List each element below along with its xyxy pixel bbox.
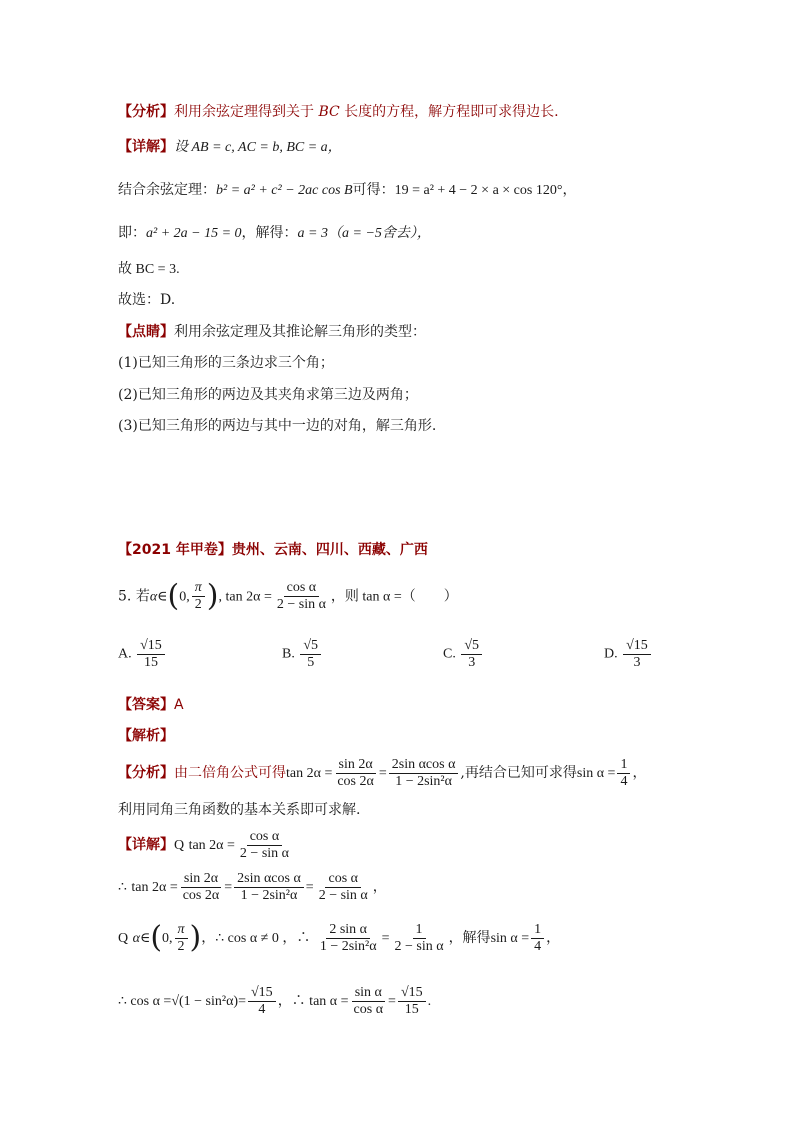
review-point-1: (1)已知三角形的三条边求三个角；	[118, 355, 334, 371]
option-a[interactable]: A. $\frac{√15}{15}$	[118, 638, 167, 671]
review-point-2: (2)已知三角形的两边及其夹角求第三边及两角；	[118, 387, 418, 403]
detail-step-3: Q α∈(0, $\frac{\pi}{2}$ )，∴ cos α ≠ 0 ，∴ $\frac{\text{2 sin α}}{\text{1 − 2sin²α}}$ = $\frac{1}{\text{2 − sin α}}$ ，解得sin α = $\frac{1}{4}$ ，	[118, 920, 561, 955]
detail-step-4: ∴ cos α =√(1 − sin²α)= $\frac{√15}{4}$ ，∴ tan α = $\frac{\text{sin α}}{\text{cos α}}$ = $\frac{√15}{15}$ .	[118, 984, 432, 1017]
detail-step-2: ∴ tan 2α = $\frac{\sin 2\alpha}{\cos 2\alpha}$ = $\frac{\text{2sin αcos α}}{\text{1 − 2sin²α}}$ = $\frac{\text{cos α}}{\text{2 − sin α}}$ ，	[118, 870, 387, 903]
explain-line	[118, 726, 174, 746]
option-c[interactable]: C. $\frac{√5}{3}$	[443, 638, 484, 671]
option-b[interactable]: B. $\frac{√5}{5}$	[282, 638, 323, 671]
answer-tag: 【答案】	[118, 697, 174, 713]
choice-line: 故选：D.	[118, 292, 176, 308]
detail-line-1: 【详解】设 AB = c, AC = b, BC = a，	[118, 139, 342, 155]
review-line: 【点睛】利用余弦定理及其推论解三角形的类型：	[118, 324, 426, 340]
analysis-line-1: 【分析】利用余弦定理得到关于 BC 长度的方程，解方程即可求得边长.	[118, 104, 559, 120]
cosine-law-line: 结合余弦定理：b² = a² + c² − 2ac cos B可得：19 = a² + 4 − 2 × a × cos 120°，	[118, 182, 577, 198]
option-d[interactable]: D. $\frac{√15}{3}$	[604, 638, 653, 671]
detail-tag: 【详解】	[118, 139, 174, 155]
answer-line	[118, 695, 184, 715]
quadratic-line: 即：a² + 2a − 15 = 0，解得：a = 3（a = −5舍去），	[118, 225, 431, 241]
review-tag: 【点睛】	[118, 324, 174, 340]
analysis-line-2: 【分析】由二倍角公式可得tan 2α = $\frac{\sin 2\alpha}{\cos 2\alpha}$ = $\frac{\text{2sin αcos α}}{\text{1 − 2sin²α}}$ ,再结合已知可求得sin α = $\frac{1}{4}$ ，	[118, 756, 647, 789]
analysis-line-3: 利用同角三角函数的基本关系即可求解.	[118, 802, 361, 818]
section-header: 【2021 年甲卷】贵州、云南、四川、西藏、广西	[118, 542, 428, 558]
result-line: 故 BC = 3.	[118, 262, 180, 277]
analysis-tag: 【分析】	[118, 104, 174, 120]
answer-value: A	[174, 697, 184, 713]
detail-step-1: 【详解】Q tan 2α = $\frac{\text{cos α}}{\text{2 − sin α}}$	[118, 828, 289, 861]
review-point-3: (3)已知三角形的两边与其中一边的对角，解三角形.	[118, 418, 437, 434]
question-5: 5. 若α∈(0, $\frac{\pi}{2}$ ), tan 2α = $\frac{\text{cos α}}{\text{2 − sin α}}$ ，则 tan α =（ ）	[118, 578, 458, 614]
explain-tag: 【解析】	[118, 728, 174, 744]
